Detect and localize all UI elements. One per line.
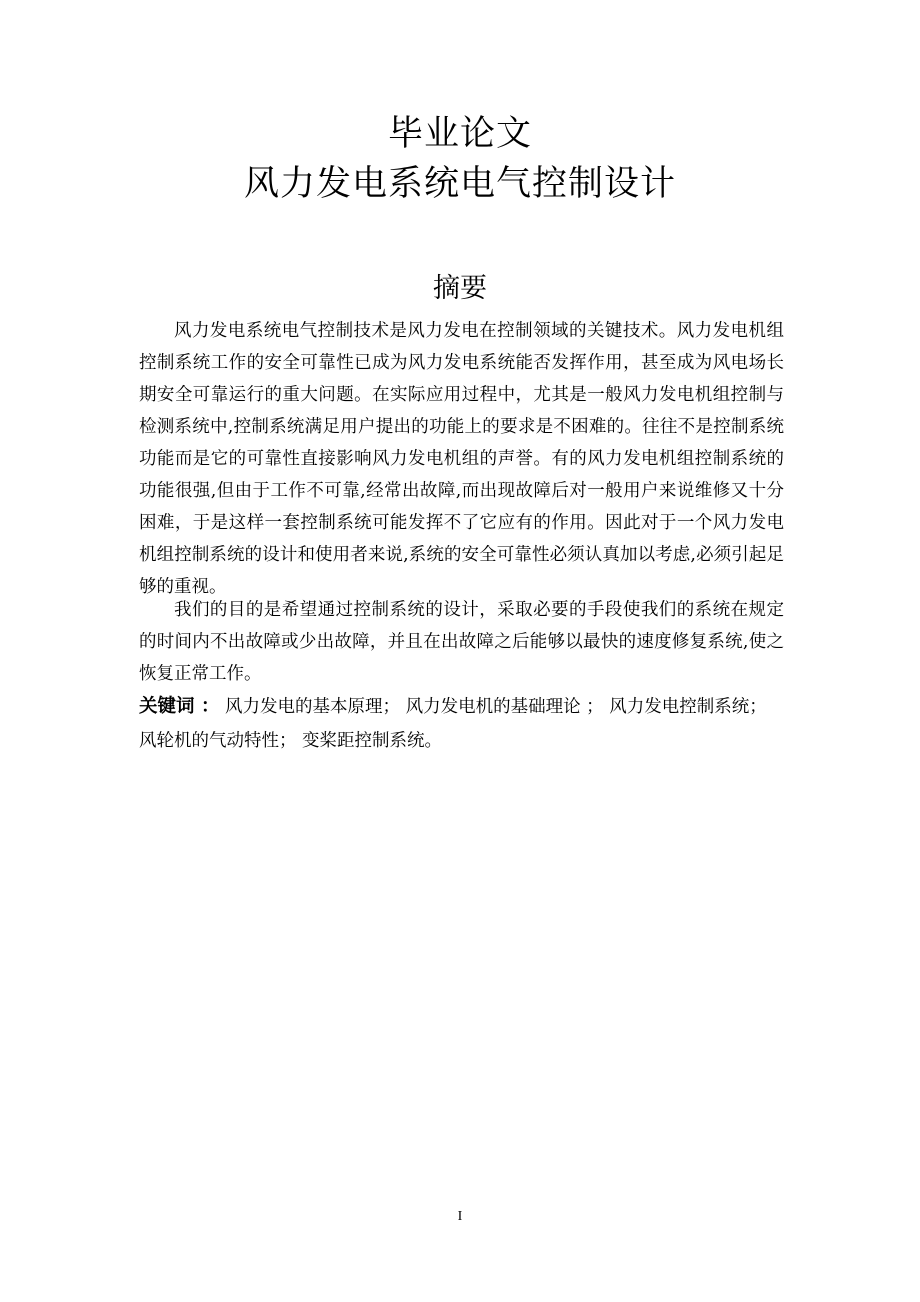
page-number: I <box>457 1209 463 1224</box>
keywords-list: 风力发电的基本原理； 风力发电机的基础理论 ； 风力发电控制系统； 风轮机的气动特性； 变桨距控制系统。 <box>139 697 767 751</box>
thesis-title: 风力发电系统电气控制设计 <box>243 164 676 204</box>
abstract-heading: 摘要 <box>433 273 487 304</box>
keywords-block <box>139 690 784 758</box>
abstract-paragraph-2: 我们的目的是希望通过控制系统的设计，采取必要的手段使我们的系统在规定的时间内不出故障或少出故障，并且在出故障之后能够以最快的速度修复系统,使之恢复正常工作。 <box>139 600 784 684</box>
thesis-label: 毕业论文 <box>387 114 532 154</box>
abstract-paragraph-1: 风力发电系统电气控制技术是风力发电在控制领域的关键技术。风力发电机组控制系统工作的安全可靠性已成为风力发电系统能否发挥作用，甚至成为风电场长期安全可靠运行的重大问题。在实际应用过程中，尤其是一般风力发电机组控制与检测系统中,控制系统满足用户提出的功能上的要求是不困难的。往往不是控制系统功能而是它的可靠性直接影响风力发电机组的声誉。有的风力发电机组控制系统的功能很强,但由于工作不可靠,经常出故障,而出现故障后对一般用户来说维修又十分困难，于是这样一套控制系统可能发挥不了它应有的作用。因此对于一个风力发电机组控制系统的设计和使用者来说,系统的安全可靠性必须认真加以考虑,必须引起足够的重视。 <box>139 321 784 597</box>
keywords-label: 关键词 ： <box>139 696 220 717</box>
